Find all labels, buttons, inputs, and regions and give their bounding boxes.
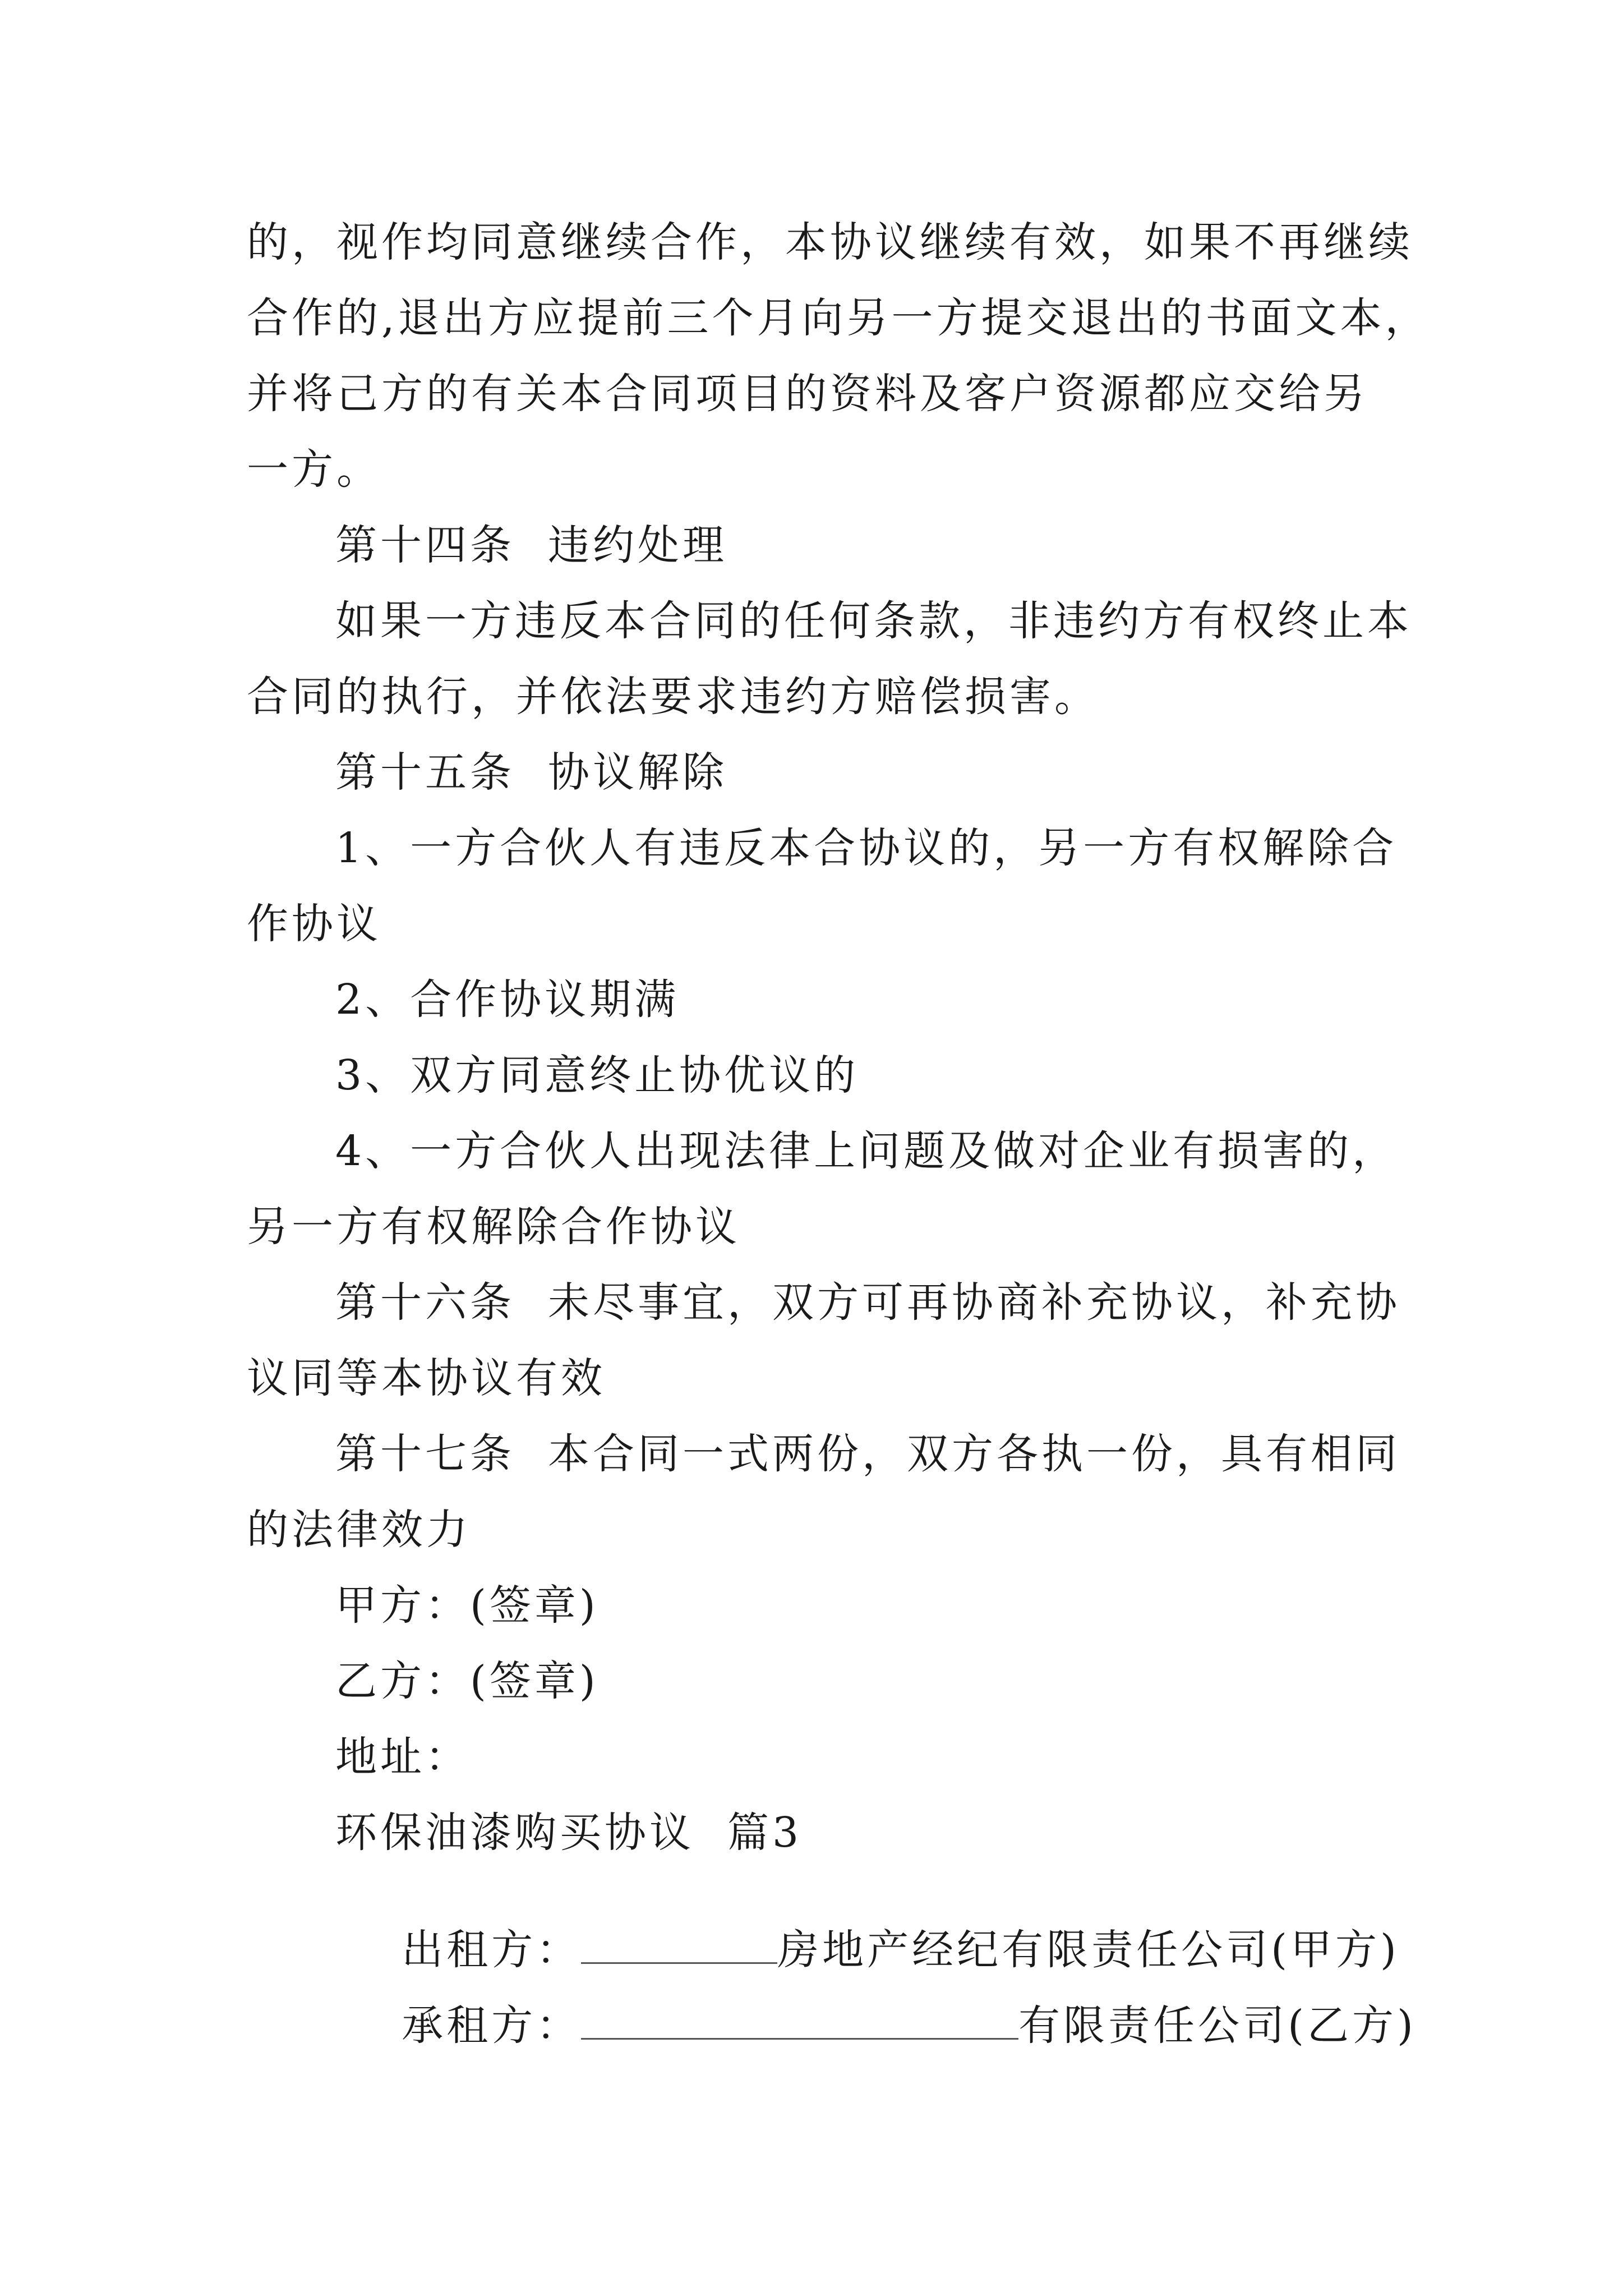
paragraph-line: 的法律效力 (247, 1506, 471, 1554)
lessee-blank (581, 2035, 1018, 2040)
lessee-label: 承租方： (402, 2001, 582, 2050)
section-title: 环保油漆购买协议 篇3 (335, 1809, 803, 1857)
paragraph-line: 的，视作均同意继续合作，本协议继续有效，如果不再继续 (247, 218, 1413, 266)
article-heading: 第十七条 本合同一式两份，双方各执一份，具有相同 (335, 1430, 1401, 1478)
paragraph-line: 一方。 (247, 445, 381, 494)
paragraph-line: 另一方有权解除合作协议 (247, 1203, 740, 1251)
address-label: 地址： (335, 1733, 470, 1781)
lessor-suffix: 房地产经纪有限责任公司(甲方) (777, 1926, 1400, 1974)
lessee-suffix: 有限责任公司(乙方) (1018, 2001, 1417, 2050)
paragraph-line: 议同等本协议有效 (247, 1354, 606, 1402)
paragraph-line: 合同的执行，并依法要求违约方赔偿损害。 (247, 673, 1099, 721)
paragraph-line: 并将己方的有关本合同项目的资料及客户资源都应交给另 (247, 370, 1368, 418)
party-a-signature: 甲方：(签章) (335, 1581, 599, 1630)
list-item: 3、双方同意终止协优议的 (335, 1051, 859, 1099)
paragraph-line: 作协议 (247, 900, 381, 948)
list-item: 2、合作协议期满 (335, 976, 680, 1024)
lessor-label: 出租方： (402, 1926, 582, 1974)
paragraph-line: 如果一方违反本合同的任何条款，非违约方有权终止本 (335, 597, 1412, 645)
paragraph-line: 合作的,退出方应提前三个月向另一方提交退出的书面文本， (247, 294, 1430, 342)
article-heading: 第十六条 未尽事宜，双方可再协商补充协议，补充协 (335, 1278, 1401, 1327)
article-heading: 第十四条 违约处理 (335, 521, 728, 569)
lessee-line (335, 1963, 1417, 2088)
list-item: 4、一方合伙人出现法律上问题及做对企业有损害的， (335, 1127, 1398, 1175)
party-b-signature: 乙方：(签章) (335, 1657, 599, 1705)
list-item: 1、一方合伙人有违反本合协议的，另一方有权解除合 (335, 824, 1398, 872)
article-heading: 第十五条 协议解除 (335, 748, 728, 797)
